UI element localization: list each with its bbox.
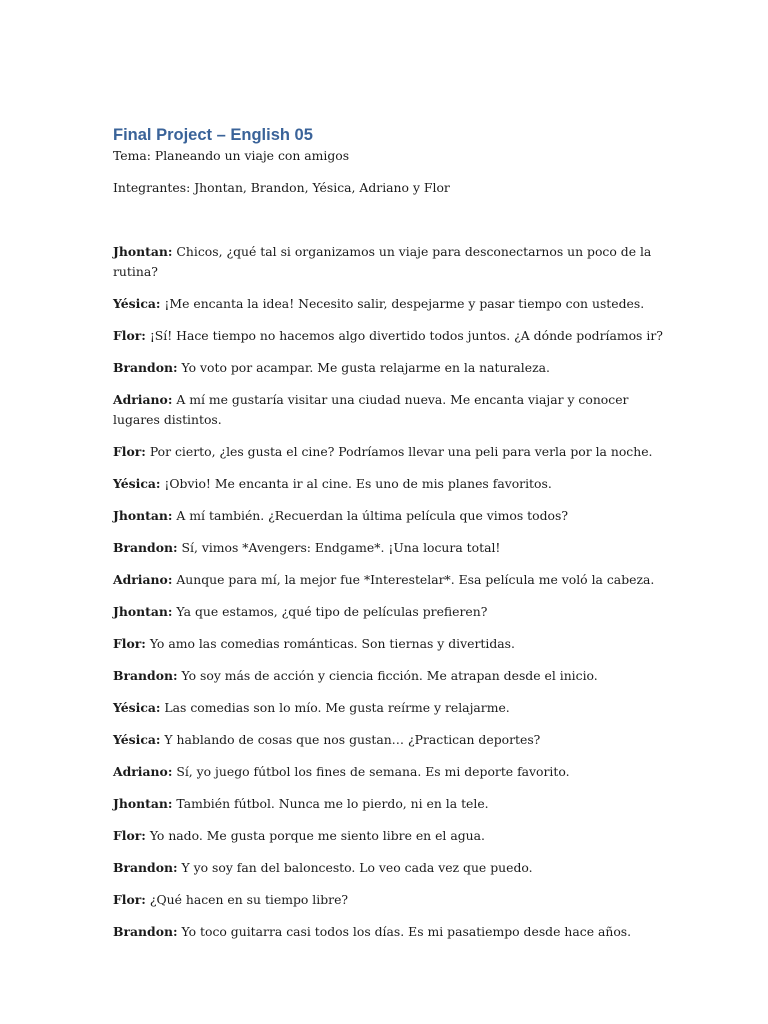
dialogue-text: A mí también. ¿Recuerdan la última película que vimos todos?: [172, 508, 569, 523]
dialogue-text: Sí, vimos *Avengers: Endgame*. ¡Una locura total!: [177, 540, 501, 555]
dialogue-text: También fútbol. Nunca me lo pierdo, ni en la tele.: [172, 796, 489, 811]
speaker-name: Yésica:: [113, 296, 161, 311]
dialogue-text: Y hablando de cosas que nos gustan… ¿Practican deportes?: [160, 732, 541, 747]
dialogue-text: A mí me gustaría visitar una ciudad nueva. Me encanta viajar y conocer lugares distintos.: [113, 392, 629, 427]
dialogue-line: [113, 730, 673, 750]
dialogue-text: Y yo soy fan del baloncesto. Lo veo cada vez que puedo.: [177, 860, 533, 875]
dialogue-line: [113, 922, 673, 942]
speaker-name: Jhontan:: [113, 604, 173, 619]
speaker-name: Yésica:: [113, 732, 161, 747]
speaker-name: Brandon:: [113, 924, 178, 939]
speaker-name: Brandon:: [113, 540, 178, 555]
dialogue-line: [113, 794, 673, 814]
dialogue-text: ¡Sí! Hace tiempo no hacemos algo divertido todos juntos. ¿A dónde podríamos ir?: [145, 328, 663, 343]
speaker-name: Jhontan:: [113, 796, 173, 811]
document-title: Final Project – English 05: [113, 126, 313, 144]
dialogue-line: [113, 698, 673, 718]
speaker-name: Flor:: [113, 828, 146, 843]
dialogue-line: [113, 442, 673, 462]
speaker-name: Brandon:: [113, 360, 178, 375]
dialogue-line: [113, 538, 673, 558]
speaker-name: Adriano:: [113, 572, 173, 587]
dialogue-text: Yo amo las comedias románticas. Son tiernas y divertidas.: [145, 636, 515, 651]
dialogue-line: [113, 506, 673, 526]
dialogue-text: ¡Obvio! Me encanta ir al cine. Es uno de mis planes favoritos.: [160, 476, 552, 491]
document-members: Integrantes: Jhontan, Brandon, Yésica, Adriano y Flor: [113, 180, 450, 195]
dialogue-line: [113, 294, 673, 314]
dialogue-line: [113, 326, 673, 346]
document-page: [113, 124, 673, 954]
dialogue-line: [113, 242, 673, 282]
dialogue-text: Por cierto, ¿les gusta el cine? Podríamos llevar una peli para verla por la noche.: [145, 444, 653, 459]
speaker-name: Yésica:: [113, 700, 161, 715]
dialogue-text: Yo toco guitarra casi todos los días. Es mi pasatiempo desde hace años.: [177, 924, 632, 939]
dialogue-line: [113, 634, 673, 654]
dialogue-text: Yo soy más de acción y ciencia ficción. Me atrapan desde el inicio.: [177, 668, 598, 683]
speaker-name: Flor:: [113, 444, 146, 459]
dialogue-text: Ya que estamos, ¿qué tipo de películas prefieren?: [172, 604, 488, 619]
dialogue-text: Chicos, ¿qué tal si organizamos un viaje para desconectarnos un poco de la rutina?: [113, 244, 652, 279]
dialogue-text: ¡Me encanta la idea! Necesito salir, despejarme y pasar tiempo con ustedes.: [160, 296, 645, 311]
dialogue-line: [113, 826, 673, 846]
dialogue-text: Yo voto por acampar. Me gusta relajarme en la naturaleza.: [177, 360, 550, 375]
dialogue-text: ¿Qué hacen en su tiempo libre?: [145, 892, 349, 907]
dialogue-line: [113, 390, 673, 430]
dialogue-text: Yo nado. Me gusta porque me siento libre en el agua.: [145, 828, 485, 843]
speaker-name: Flor:: [113, 328, 146, 343]
dialogue-line: [113, 666, 673, 686]
speaker-name: Adriano:: [113, 764, 173, 779]
dialogue-text: Las comedias son lo mío. Me gusta reírme y relajarme.: [160, 700, 510, 715]
speaker-name: Adriano:: [113, 392, 173, 407]
dialogue-line: [113, 474, 673, 494]
dialogue-list: [113, 242, 673, 942]
speaker-name: Brandon:: [113, 860, 178, 875]
speaker-name: Jhontan:: [113, 244, 173, 259]
dialogue-line: [113, 570, 673, 590]
dialogue-line: [113, 890, 673, 910]
dialogue-text: Aunque para mí, la mejor fue *Interestelar*. Esa película me voló la cabeza.: [172, 572, 655, 587]
dialogue-line: [113, 762, 673, 782]
speaker-name: Jhontan:: [113, 508, 173, 523]
dialogue-text: Sí, yo juego fútbol los fines de semana. Es mi deporte favorito.: [172, 764, 570, 779]
dialogue-line: [113, 858, 673, 878]
speaker-name: Flor:: [113, 892, 146, 907]
speaker-name: Yésica:: [113, 476, 161, 491]
document-topic: Tema: Planeando un viaje con amigos: [113, 148, 350, 163]
speaker-name: Flor:: [113, 636, 146, 651]
dialogue-line: [113, 602, 673, 622]
speaker-name: Brandon:: [113, 668, 178, 683]
dialogue-line: [113, 358, 673, 378]
